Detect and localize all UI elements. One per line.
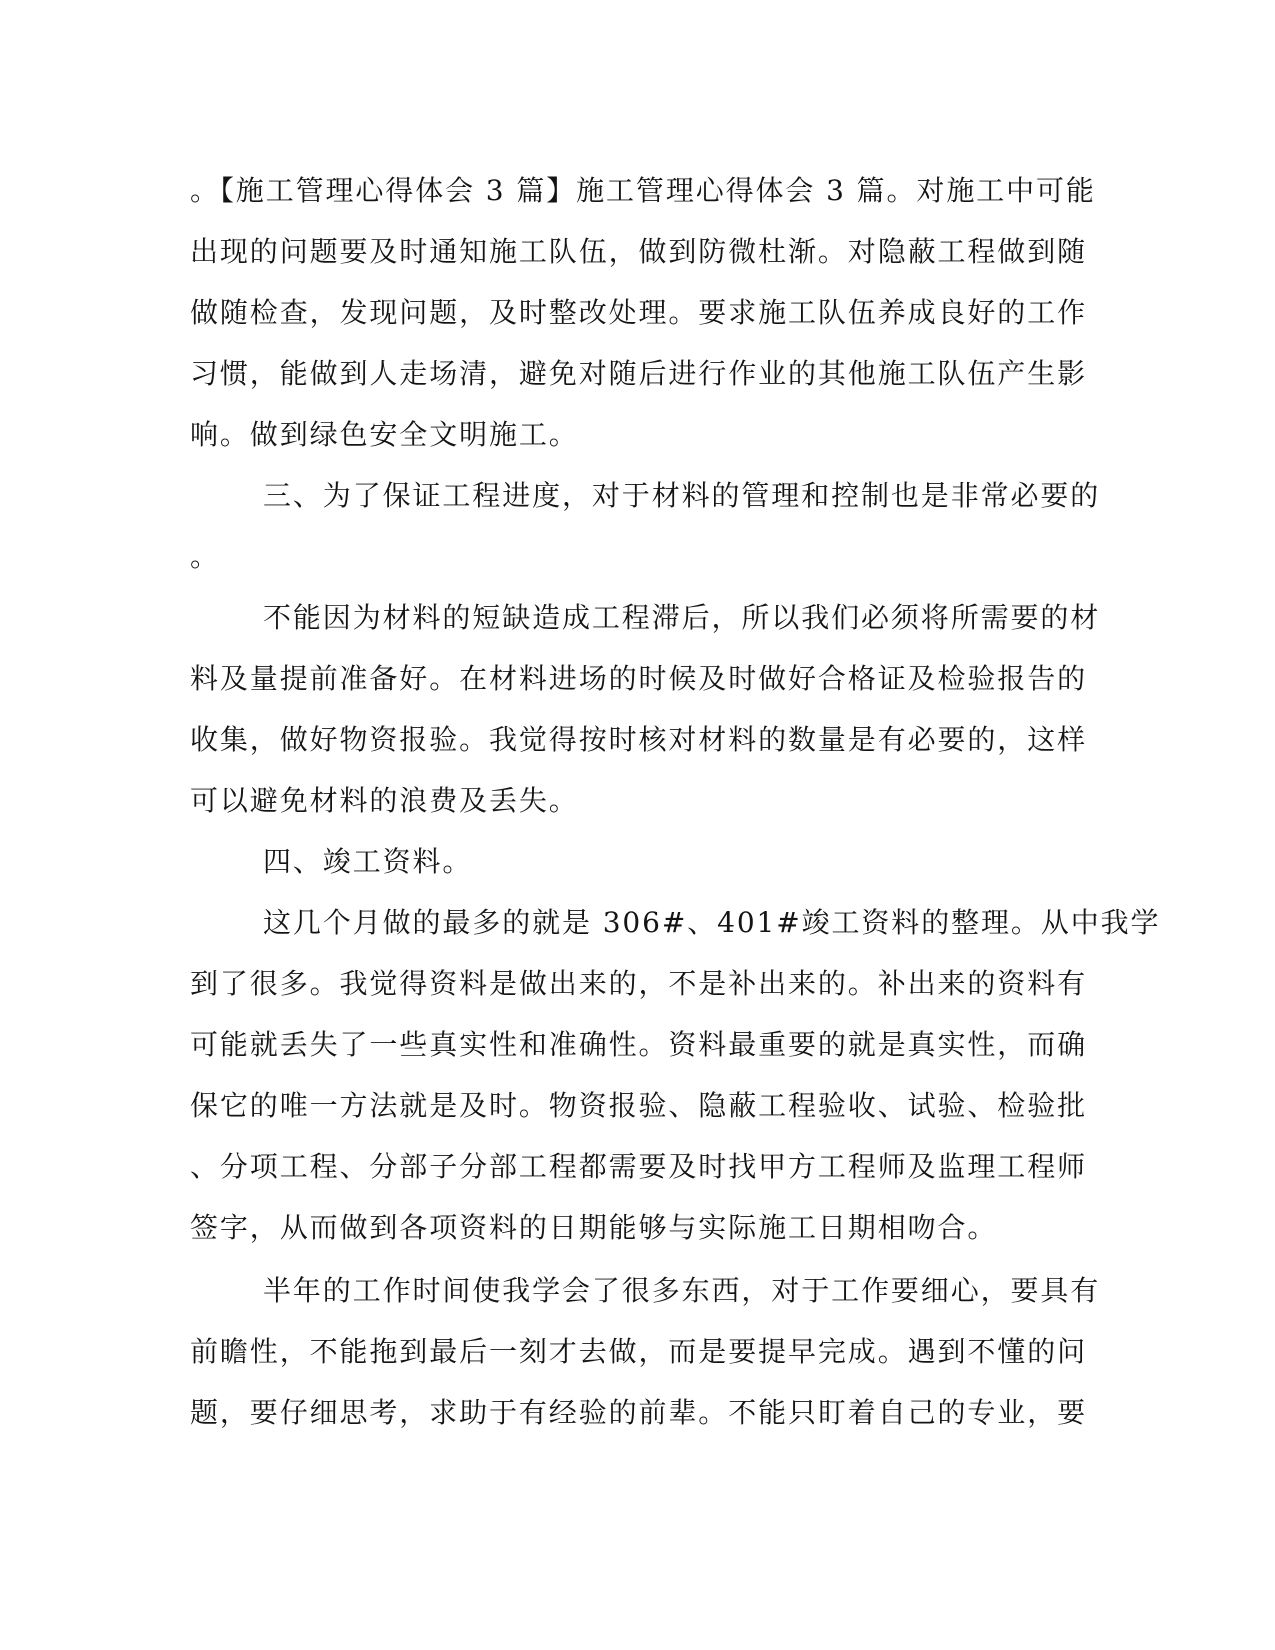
paragraph-line: 半年的工作时间使我学会了很多东西，对于工作要细心，要具有 xyxy=(263,1274,1101,1307)
section-heading-3: 三、为了保证工程进度，对于材料的管理和控制也是非常必要的 xyxy=(263,479,1101,512)
paragraph-line: 、分项工程、分部子分部工程都需要及时找甲方工程师及监理工程师 xyxy=(190,1150,1088,1183)
section-heading-4: 四、竣工资料。 xyxy=(263,845,473,878)
paragraph-line: 到了很多。我觉得资料是做出来的，不是补出来的。补出来的资料有 xyxy=(190,967,1088,1000)
paragraph-line: 做随检查，发现问题，及时整改处理。要求施工队伍养成良好的工作 xyxy=(190,296,1088,329)
paragraph-line: 出现的问题要及时通知施工队伍，做到防微杜渐。对隐蔽工程做到随 xyxy=(190,235,1088,268)
paragraph-line: 前瞻性，不能拖到最后一刻才去做，而是要提早完成。遇到不懂的问 xyxy=(190,1335,1088,1368)
paragraph-line: 签字，从而做到各项资料的日期能够与实际施工日期相吻合。 xyxy=(190,1211,998,1244)
paragraph-line: 保它的唯一方法就是及时。物资报验、隐蔽工程验收、试验、检验批 xyxy=(190,1089,1088,1122)
paragraph-line: 题，要仔细思考，求助于有经验的前辈。不能只盯着自己的专业，要 xyxy=(190,1396,1088,1429)
paragraph-line: 习惯，能做到人走场清，避免对随后进行作业的其他施工队伍产生影 xyxy=(190,357,1088,390)
paragraph-line: 响。做到绿色安全文明施工。 xyxy=(190,418,579,451)
paragraph-line: 。【施工管理心得体会 3 篇】施工管理心得体会 3 篇。对施工中可能 xyxy=(190,174,1096,207)
document-body xyxy=(190,160,1161,1443)
paragraph-line: 这几个月做的最多的就是 306#、401#竣工资料的整理。从中我学 xyxy=(263,906,1161,939)
paragraph-line: 料及量提前准备好。在材料进场的时候及时做好合格证及检验报告的 xyxy=(190,662,1088,695)
paragraph-line: 可以避免材料的浪费及丢失。 xyxy=(190,784,579,817)
paragraph-line: 。 xyxy=(190,540,220,573)
paragraph-line: 收集，做好物资报验。我觉得按时核对材料的数量是有必要的，这样 xyxy=(190,723,1088,756)
paragraph-line: 不能因为材料的短缺造成工程滞后，所以我们必须将所需要的材 xyxy=(263,601,1101,634)
paragraph-line: 可能就丢失了一些真实性和准确性。资料最重要的就是真实性，而确 xyxy=(190,1028,1088,1061)
